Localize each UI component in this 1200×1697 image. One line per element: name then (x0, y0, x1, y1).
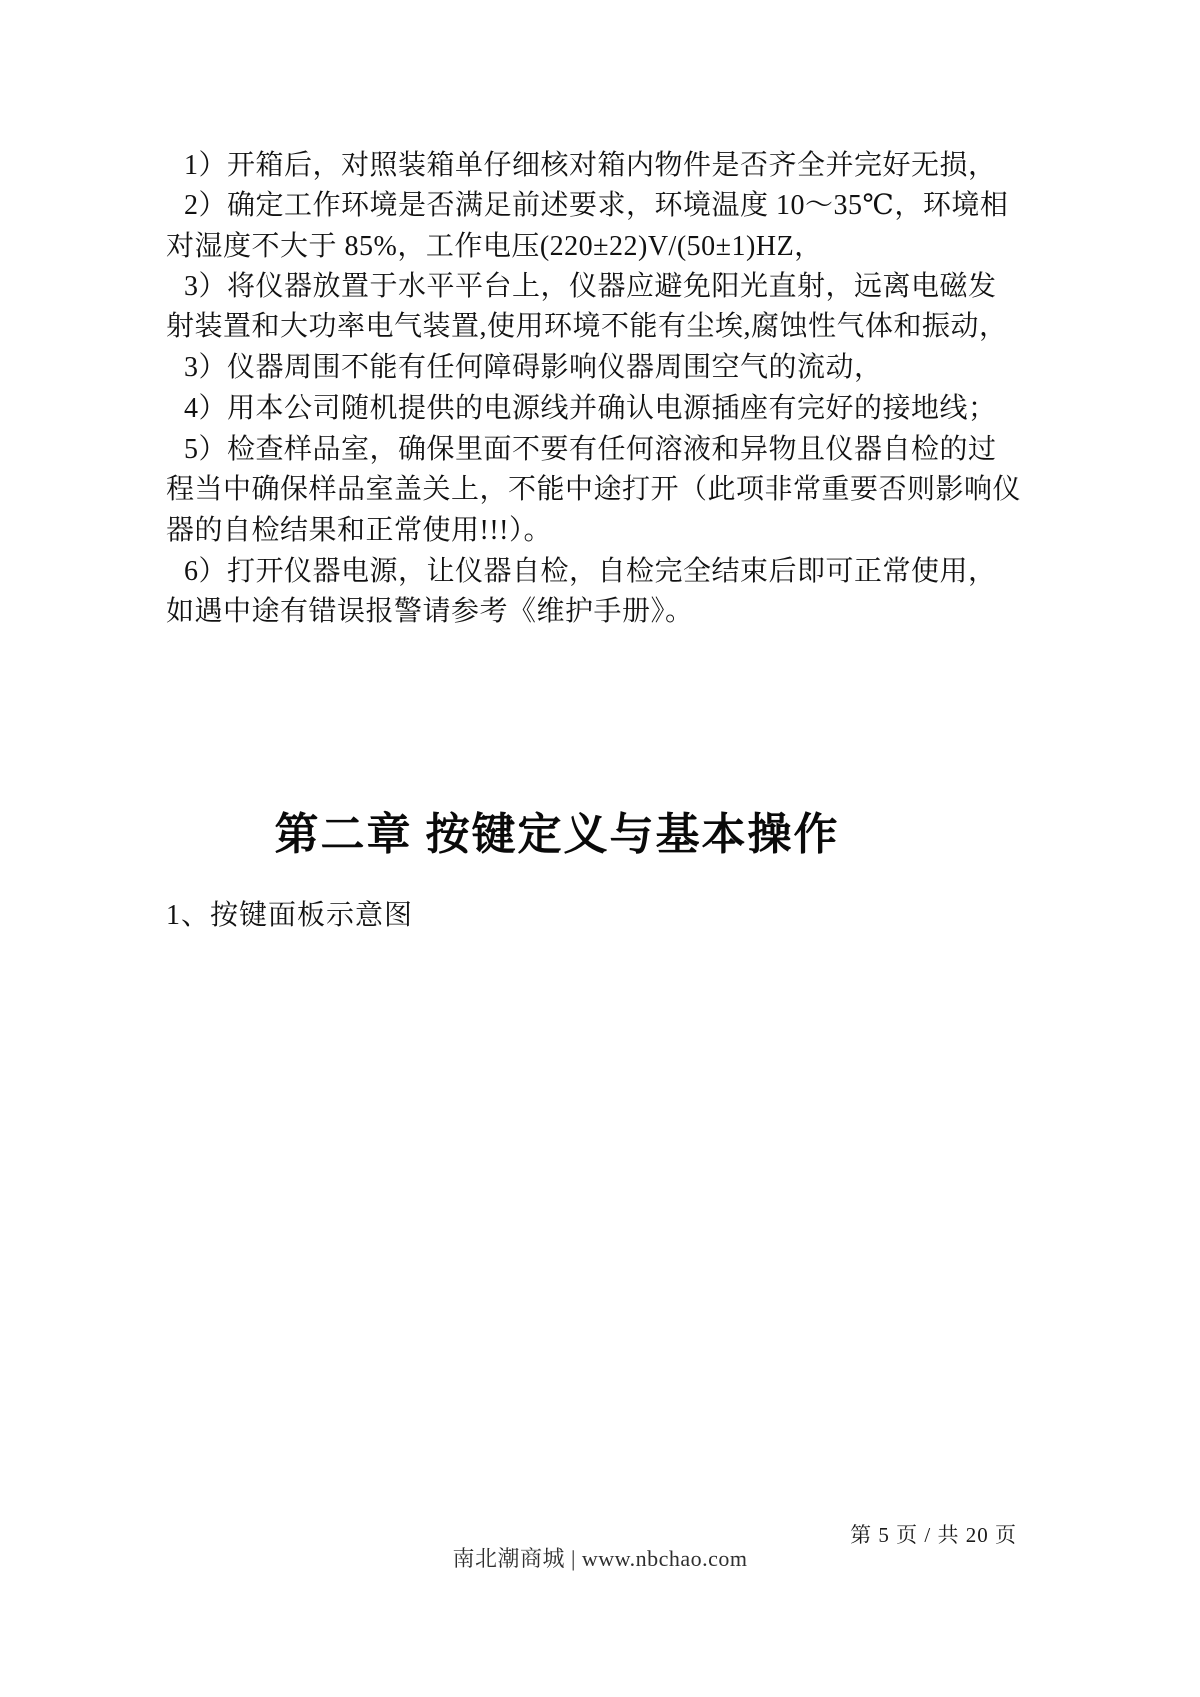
body-line: 3）仪器周围不能有任何障碍影响仪器周围空气的流动， (184, 352, 883, 383)
page-number-indicator: 第 5 页 / 共 20 页 (850, 1523, 1017, 1547)
body-line: 1）开箱后，对照装箱单仔细核对箱内物件是否齐全并完好无损， (184, 150, 997, 181)
body-line: 如遇中途有错误报警请参考《维护手册》。 (166, 596, 694, 627)
body-line: 程当中确保样品室盖关上，不能中途打开（此项非常重要否则影响仪 (166, 474, 1022, 505)
body-line: 对湿度不大于 85%，工作电压(220±22)V/(50±1)HZ， (166, 231, 823, 262)
section-heading: 1、按键面板示意图 (166, 900, 414, 931)
body-line: 5）检查样品室，确保里面不要有任何溶液和异物且仪器自检的过 (184, 434, 997, 465)
body-line: 4）用本公司随机提供的电源线并确认电源插座有完好的接地线； (184, 393, 997, 424)
body-line: 6）打开仪器电源，让仪器自检，自检完全结束后即可正常使用， (184, 556, 997, 587)
body-line: 2）确定工作环境是否满足前述要求，环境温度 10～35℃，环境相 (184, 190, 1009, 221)
chapter-heading: 第二章 按键定义与基本操作 (274, 810, 840, 859)
body-line: 射装置和大功率电气装置,使用环境不能有尘埃,腐蚀性气体和振动， (166, 311, 1008, 342)
body-line: 3）将仪器放置于水平平台上，仪器应避免阳光直射，远离电磁发 (184, 271, 997, 302)
body-line: 器的自检结果和正常使用!!!）。 (166, 515, 552, 546)
watermark-text: 南北潮商城 | www.nbchao.com (452, 1546, 748, 1571)
